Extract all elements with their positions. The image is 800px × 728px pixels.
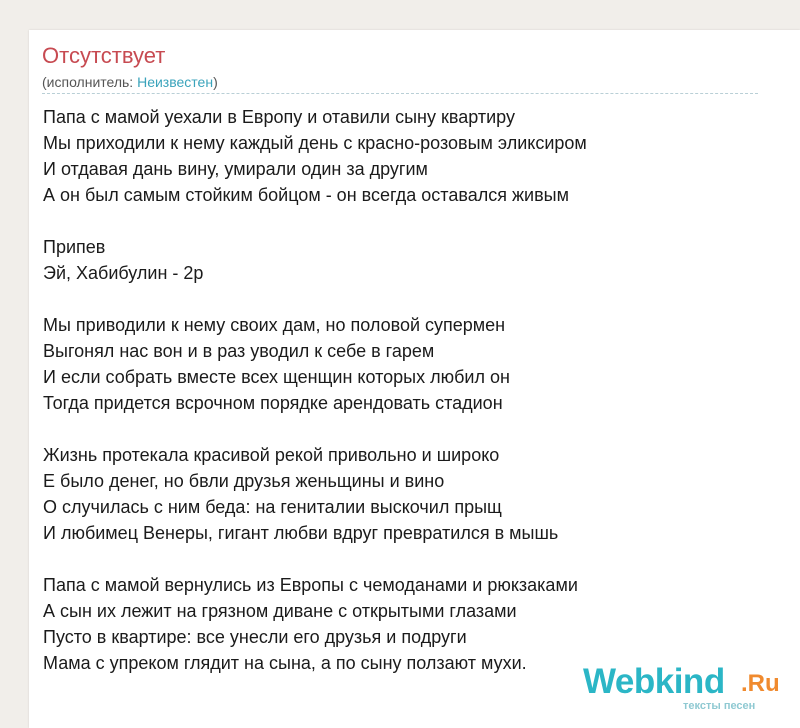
lyrics-stanza-3 <box>43 312 758 416</box>
lyrics-line: О случилась с ним беда: на гениталии выскочил прыщ <box>43 497 502 517</box>
logo-brand: Webkind <box>583 662 725 701</box>
lyrics-line: Мы приводили к нему своих дам, но половой супермен <box>43 315 506 335</box>
webkind-logo[interactable] <box>583 660 783 710</box>
logo-tld: .Ru <box>741 670 780 697</box>
lyrics-line: Папа с мамой вернулись из Европы с чемоданами и рюкзаками <box>43 575 578 595</box>
lyrics-stanza-4 <box>43 442 758 546</box>
lyrics-stanza-2 <box>43 234 758 286</box>
lyrics-line: И любимец Венеры, гигант любви вдруг превратился в мышь <box>43 523 559 543</box>
artist-line <box>42 73 218 91</box>
lyrics-stanza-1 <box>43 104 758 208</box>
song-title: Отсутствует <box>42 43 166 68</box>
lyrics-line: А он был самым стойким бойцом - он всегда оставался живым <box>43 185 569 205</box>
lyrics-line: Пусто в квартире: все унесли его друзья и подруги <box>43 627 467 647</box>
lyrics-line: И отдавая дань вину, умирали один за другим <box>43 159 428 179</box>
title-divider <box>42 93 758 94</box>
artist-prefix: (исполнитель: <box>42 74 138 90</box>
lyrics-line: Припев <box>43 237 106 257</box>
logo-tagline: тексты песен <box>683 700 756 712</box>
lyrics-line: Е было денег, но бвли друзья женьщины и вино <box>43 471 445 491</box>
lyrics-line: Мама с упреком глядит на сына, а по сыну ползают мухи. <box>43 653 527 673</box>
lyrics-line: И если собрать вместе всех щенщин которых любил он <box>43 367 510 387</box>
lyrics-line: Тогда придется всрочном порядке арендовать стадион <box>43 393 503 413</box>
lyrics-line: Выгонял нас вон и в раз уводил к себе в гарем <box>43 341 435 361</box>
artist-suffix: ) <box>213 74 218 90</box>
lyrics-line: Мы приходили к нему каждый день с красно-розовым эликсиром <box>43 133 587 153</box>
lyrics-line: Папа с мамой уехали в Европу и отавили сыну квартиру <box>43 107 515 127</box>
lyrics-line: Жизнь протекала красивой рекой привольно и широко <box>43 445 500 465</box>
artist-link[interactable]: Неизвестен <box>137 74 214 90</box>
lyrics-line: А сын их лежит на грязном диване с открытыми глазами <box>43 601 517 621</box>
lyrics-body <box>43 104 758 702</box>
lyrics-line: Эй, Хабибулин - 2р <box>43 263 204 283</box>
